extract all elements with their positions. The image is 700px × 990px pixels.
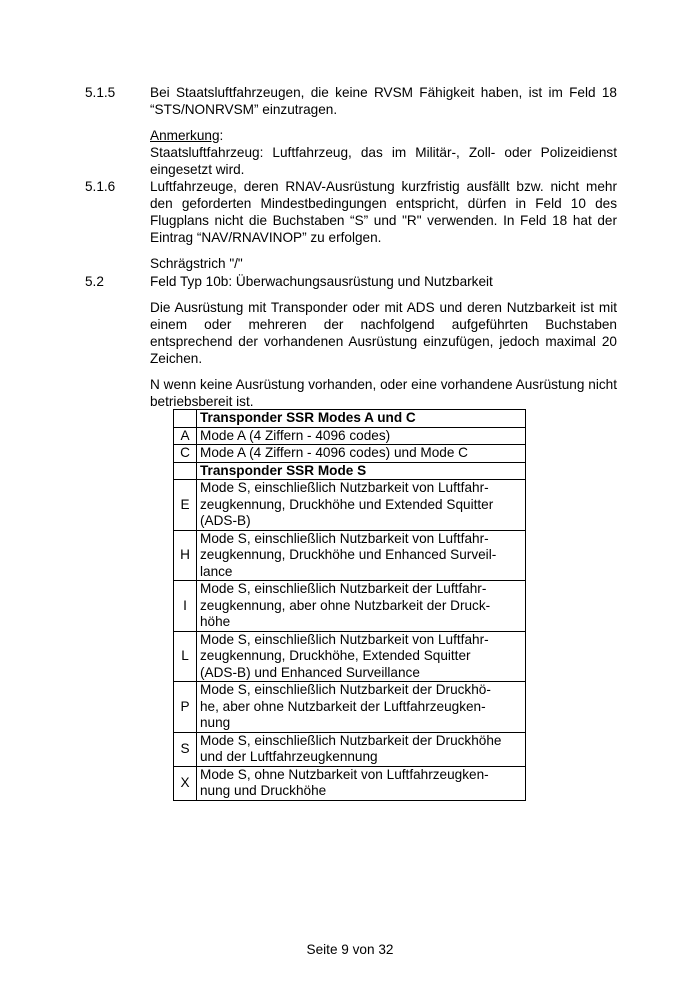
description-line: Mode S, einschließlich Nutzbarkeit der Luftfahr- [200,581,487,596]
description-line: und der Luftfahrzeugkennung [200,749,378,764]
description-line: Mode S, einschließlich Nutzbarkeit von Luftfahr- [200,480,489,495]
code-cell: S [174,732,197,766]
note-text: Staatsluftfahrzeug: Luftfahrzeug, das im Militär-, Zoll- oder Polizeidienst eingesetzt wird. [150,145,617,177]
table-row [174,445,526,463]
description-line: zeugkennung, Druckhöhe und Enhanced Surveil- [200,547,497,562]
description-line: zeugkennung, Druckhöhe und Extended Squitter [200,496,494,512]
section-5-1-6 [85,178,617,272]
section-number: 5.1.6 [85,179,116,194]
section-text: Luftfahrzeuge, deren RNAV-Ausrüstung kurzfristig ausfällt bzw. nicht mehr den geforderten Mindestbedingungen entspricht, dürfen in Feld 10 des Flugplans nicht die Buchstaben “S” und "R" verwenden. In Feld 18 hat der Eintrag “NAV/RNAVINOP” zu erfolgen. [150,179,617,245]
description-line: zeugkennung, Druckhöhe, Extended Squitter [200,648,471,663]
section-title: Feld Typ 10b: Überwachungsausrüstung und Nutzbarkeit [150,274,493,289]
table-header: Transponder SSR Modes A und C [197,410,526,428]
table-row [174,766,526,800]
table-header-row [174,410,526,428]
description-line: Mode S, ohne Nutzbarkeit von Luftfahrzeugken- [200,766,489,782]
description-cell [197,480,526,531]
section-paragraph: Die Ausrüstung mit Transponder oder mit ADS und deren Nutzbarkeit ist mit einem oder mehreren der nachfolgend aufgeführten Buchstaben entsprechend der vorhandenen Ausrüstung einzufügen, jedoch maximal 20 Zeichen. [150,300,617,366]
description-cell: Mode A (4 Ziffern - 4096 codes) und Mode C [197,445,526,463]
section-text: Bei Staatsluftfahrzeugen, die keine RVSM Fähigkeit haben, ist im Feld 18 “STS/NONRVSM” einzutragen. [150,85,617,117]
code-cell: X [174,766,197,800]
section-paragraph: N wenn keine Ausrüstung vorhanden, oder eine vorhandene Ausrüstung nicht betriebsbereit ist. [150,377,617,409]
description-cell [197,732,526,766]
description-cell: Mode A (4 Ziffern - 4096 codes) [197,427,526,445]
code-cell: E [174,480,197,531]
description-cell [197,530,526,581]
description-line: nung und Druckhöhe [200,783,327,798]
code-cell: I [174,581,197,632]
section-5-1-5 [85,84,617,178]
table-row [174,427,526,445]
table-header-row [174,462,526,480]
code-cell: L [174,631,197,682]
description-line: (ADS-B) und Enhanced Surveillance [200,664,420,680]
table-row [174,530,526,581]
code-cell: H [174,530,197,581]
code-cell: C [174,445,197,463]
description-cell [197,682,526,733]
surveillance-codes-table [173,409,526,801]
section-number: 5.1.5 [85,85,116,100]
note-heading [150,127,617,144]
code-cell: A [174,427,197,445]
table-row [174,581,526,632]
table-row [174,682,526,733]
description-line: lance [200,563,233,579]
section-number: 5.2 [85,274,104,289]
description-line: Mode S, einschließlich Nutzbarkeit von Luftfahr- [200,631,489,647]
table-row [174,732,526,766]
note-colon: : [219,128,224,143]
description-line: (ADS-B) [200,513,251,528]
description-cell [197,766,526,800]
table-row [174,631,526,682]
page-footer: Seite 9 von 32 [306,942,394,957]
description-line: höhe [200,614,231,629]
note-label: Anmerkung [150,128,220,143]
description-line: Mode S, einschließlich Nutzbarkeit der Druckhöhe [200,732,502,748]
description-line: Mode S, einschließlich Nutzbarkeit der Druckhö- [200,682,491,697]
section-5-2 [85,273,617,410]
table-header: Transponder SSR Mode S [197,462,526,480]
code-cell: P [174,682,197,733]
description-line: nung [200,715,231,730]
section-extra: Schrägstrich "/" [150,256,243,271]
description-line: he, aber ohne Nutzbarkeit der Luftfahrzeugken- [200,698,486,714]
description-cell [197,631,526,682]
description-line: zeugkennung, aber ohne Nutzbarkeit der Druck- [200,597,491,613]
description-cell [197,581,526,632]
description-line: Mode S, einschließlich Nutzbarkeit von Luftfahr- [200,530,489,546]
table-row [174,480,526,531]
